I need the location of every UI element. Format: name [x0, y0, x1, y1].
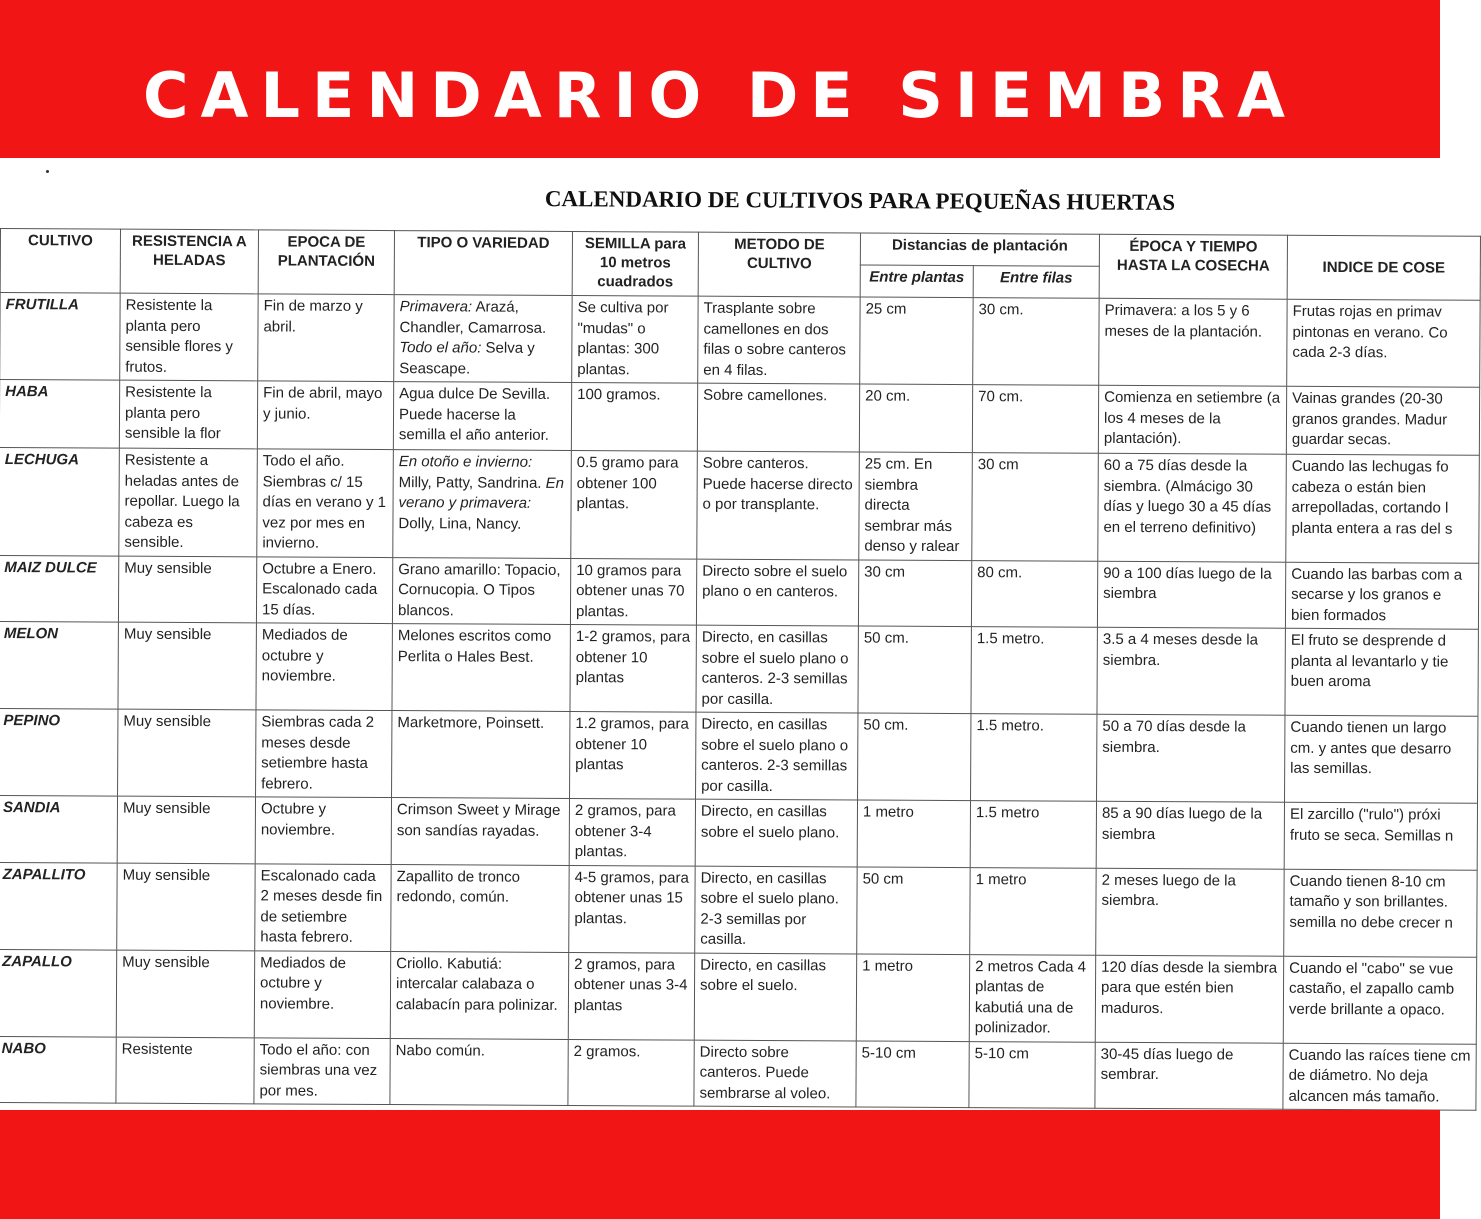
- cell-resistencia: Resistente la planta pero sensible la flor: [119, 380, 257, 449]
- header-cosecha: ÉPOCA Y TIEMPO HASTA LA COSECHA: [1099, 234, 1287, 299]
- cell-cultivo: PEPINO: [0, 708, 118, 796]
- variety-text: Melones escritos como Perlita o Hales Best.: [397, 627, 552, 666]
- cell-tipo: [391, 798, 569, 865]
- cell-cosecha: 90 a 100 días luego de la siembra: [1097, 561, 1285, 628]
- cell-entre-filas: 2 metros Cada 4 plantas de kabutiá una de polinizador.: [969, 954, 1095, 1042]
- cell-indice: El zarcillo ("rulo") próxi fruto se seca. Semillas n: [1284, 802, 1477, 870]
- cell-metodo: Directo, en casillas sobre el suelo plano o canteros. 2-3 semillas por casilla.: [696, 712, 858, 800]
- variety-text: Dolly, Lina, Nancy.: [398, 514, 522, 533]
- cell-entre-filas: 1.5 metro.: [971, 627, 1097, 715]
- cell-epoca: Mediados de octubre y noviembre.: [256, 623, 392, 711]
- cell-epoca: Todo el año. Siembras c/ 15 días en verano y 1 vez por mes en invierno.: [257, 449, 394, 557]
- variety-text: Agua dulce De Sevilla. Puede hacerse la semilla el año anterior.: [398, 385, 551, 444]
- cell-epoca: Escalonado cada 2 meses desde fin de setiembre hasta febrero.: [255, 863, 391, 951]
- cell-resistencia: Muy sensible: [118, 556, 256, 623]
- cell-metodo: Directo, en casillas sobre el suelo plano.: [695, 799, 857, 866]
- table-row: [0, 795, 1478, 869]
- cell-entre-plantas: 50 cm.: [858, 626, 971, 714]
- variety-text: Todo el año:: [399, 339, 482, 357]
- cell-resistencia: Resistente: [116, 1037, 254, 1104]
- cell-entre-plantas: 5-10 cm: [856, 1040, 969, 1107]
- document-title: CALENDARIO DE CULTIVOS PARA PEQUEÑAS HUERTAS: [544, 186, 1176, 215]
- cell-semilla: 1-2 gramos, para obtener 10 plantas: [570, 624, 696, 712]
- cell-epoca: Siembras cada 2 meses desde setiembre hasta febrero.: [256, 710, 392, 798]
- cell-tipo: [391, 864, 569, 952]
- cell-cultivo: FRUTILLA: [0, 293, 120, 381]
- table-row: [0, 555, 1479, 629]
- cell-resistencia: Muy sensible: [117, 863, 255, 951]
- table-row: [0, 447, 1479, 562]
- table-row: [0, 380, 1480, 456]
- cell-semilla: 10 gramos para obtener unas 70 plantas.: [570, 558, 696, 625]
- cell-entre-filas: 70 cm.: [972, 385, 1098, 454]
- cell-cosecha: Primavera: a los 5 y 6 meses de la plantación.: [1099, 298, 1287, 386]
- cell-cultivo: MAIZ DULCE: [0, 555, 119, 622]
- variety-text: Zapallito de tronco redondo, común.: [396, 867, 521, 906]
- cell-entre-filas: 1.5 metro.: [971, 714, 1097, 802]
- cell-entre-filas: 80 cm.: [971, 560, 1097, 627]
- cell-entre-filas: 1.5 metro: [970, 801, 1096, 868]
- table-row: [0, 708, 1478, 803]
- variety-text: Selva y Seascape.: [399, 339, 535, 377]
- cell-indice: Cuando las lechugas fo cabeza o están bien arrepolladas, cortando l planta entera a ras del s: [1286, 454, 1480, 563]
- variety-text: Milly, Patty, Sandrina.: [398, 473, 546, 492]
- cell-entre-filas: 5-10 cm: [969, 1041, 1095, 1108]
- cell-semilla: 2 gramos, para obtener unas 3-4 plantas: [568, 952, 694, 1040]
- header-indice: INDICE DE COSE: [1287, 235, 1480, 300]
- cell-epoca: Fin de abril, mayo y junio.: [257, 381, 393, 450]
- cell-cosecha: 50 a 70 días desde la siembra.: [1097, 714, 1285, 802]
- cell-semilla: 1.2 gramos, para obtener 10 plantas: [570, 711, 696, 799]
- variety-text: Grano amarillo: Topacio, Cornucopia. O Tipos blancos.: [397, 560, 561, 619]
- cell-entre-filas: 30 cm: [972, 453, 1099, 561]
- cell-indice: Vainas grandes (20-30 granos grandes. Madur guardar secas.: [1286, 386, 1479, 455]
- cell-entre-filas: 1 metro: [970, 867, 1096, 955]
- cell-resistencia: Muy sensible: [118, 709, 256, 797]
- crop-calendar-table: [0, 228, 1481, 1111]
- cell-metodo: Directo, en casillas sobre el suelo plano. 2-3 semillas por casilla.: [695, 866, 857, 954]
- cell-tipo: [390, 951, 568, 1039]
- cell-cosecha: 30-45 días luego de sembrar.: [1095, 1042, 1283, 1109]
- cell-cosecha: 2 meses luego de la siembra.: [1096, 868, 1284, 956]
- cell-cosecha: 120 días desde la siembra para que estén bien maduros.: [1095, 955, 1283, 1043]
- variety-text: Crimson Sweet y Mirage son sandías rayadas.: [396, 801, 561, 840]
- variety-text: Nabo común.: [395, 1041, 485, 1060]
- header-resistencia: RESISTENCIA A HELADAS: [120, 229, 258, 294]
- cell-indice: Frutas rojas en primav pintonas en verano. Co cada 2-3 días.: [1287, 299, 1480, 387]
- cell-cultivo: LECHUGA: [0, 447, 119, 555]
- cell-epoca: Todo el año: con siembras una vez por mes.: [254, 1037, 390, 1104]
- bottom-banner: [0, 1110, 1440, 1219]
- header-cultivo: CULTIVO: [0, 229, 120, 294]
- table-row: [0, 621, 1478, 716]
- cell-metodo: Directo sobre canteros. Puede sembrarse al voleo.: [694, 1040, 856, 1107]
- cell-tipo: [392, 711, 570, 799]
- cell-cosecha: 85 a 90 días luego de la siembra: [1096, 801, 1284, 868]
- cell-semilla: Se cultiva por "mudas" o plantas: 300 plantas.: [572, 295, 698, 383]
- crop-table-wrapper: [0, 228, 1471, 1106]
- cell-semilla: 0.5 gramo para obtener 100 plantas.: [571, 450, 698, 558]
- cell-entre-plantas: 1 metro: [856, 953, 969, 1041]
- cell-metodo: Sobre canteros. Puede hacerse directo o por transplante.: [697, 451, 860, 559]
- cell-tipo: [392, 557, 570, 624]
- cell-cultivo: SANDIA: [0, 795, 118, 862]
- top-banner: [0, 0, 1440, 158]
- cell-tipo: [392, 624, 570, 712]
- table-row: [0, 1036, 1476, 1110]
- variety-text: Criollo. Kabutiá: intercalar calabaza o calabacín para polinizar.: [395, 954, 558, 1014]
- cell-cosecha: 3.5 a 4 meses desde la siembra.: [1097, 627, 1285, 715]
- cell-resistencia: Muy sensible: [118, 622, 256, 710]
- header-distancias: Distancias de plantación: [860, 233, 1099, 266]
- cell-semilla: 100 gramos.: [571, 382, 697, 451]
- cell-cosecha: Comienza en setiembre (a los 4 meses de la plantación).: [1098, 385, 1286, 454]
- cell-semilla: 4-5 gramos, para obtener unas 15 plantas.: [569, 865, 695, 953]
- cell-entre-plantas: 25 cm: [860, 297, 973, 385]
- header-semilla: SEMILLA para 10 metros cuadrados: [572, 231, 698, 296]
- header-tipo: TIPO O VARIEDAD: [394, 231, 572, 296]
- cell-epoca: Mediados de octubre y noviembre.: [254, 950, 390, 1038]
- cell-indice: Cuando las raíces tiene cm de diámetro. No deja alcancen más tamaño.: [1283, 1043, 1476, 1111]
- cell-cultivo: ZAPALLO: [0, 949, 117, 1037]
- cell-epoca: Octubre a Enero. Escalonado cada 15 días.: [256, 556, 392, 623]
- cell-metodo: Sobre camellones.: [697, 383, 859, 452]
- variety-text: Primavera:: [399, 298, 473, 316]
- cell-entre-plantas: 1 metro: [857, 800, 970, 867]
- cell-epoca: Fin de marzo y abril.: [258, 294, 394, 382]
- crop-table-body: [0, 293, 1480, 1111]
- cell-cultivo: HABA: [0, 380, 120, 449]
- cell-metodo: Directo, en casillas sobre el suelo plano o canteros. 2-3 semillas por casilla.: [696, 625, 858, 713]
- cell-entre-plantas: 25 cm. En siembra directa sembrar más denso y ralear: [859, 452, 973, 560]
- cell-tipo: [390, 1038, 568, 1105]
- variety-text: Arazá, Chandler, Camarrosa.: [399, 298, 547, 337]
- banner-title: CALENDARIO DE SIEMBRA: [143, 59, 1297, 132]
- cell-indice: Cuando tienen un largo cm. y antes que desarro las semillas.: [1285, 715, 1478, 803]
- cell-indice: Cuando tienen 8-10 cm tamaño y son brillantes. semilla no debe crecer n: [1284, 869, 1477, 957]
- header-epoca: EPOCA DE PLANTACIÓN: [258, 230, 394, 295]
- cell-metodo: Trasplante sobre camellones en dos filas o sobre canteros en 4 filas.: [698, 296, 860, 384]
- cell-entre-plantas: 20 cm.: [859, 384, 972, 453]
- header-metodo: METODO DE CULTIVO: [698, 232, 860, 297]
- header-entre-plantas: Entre plantas: [860, 265, 973, 298]
- cell-tipo: [393, 382, 571, 451]
- cell-semilla: 2 gramos.: [568, 1039, 694, 1106]
- cell-metodo: Directo, en casillas sobre el suelo.: [694, 953, 856, 1041]
- cell-indice: El fruto se desprende d planta al levantarlo y tie buen aroma: [1285, 628, 1478, 716]
- variety-text: Marketmore, Poinsett.: [397, 714, 545, 732]
- header-entre-filas: Entre filas: [973, 266, 1099, 299]
- cell-cultivo: MELON: [0, 621, 118, 709]
- cell-entre-plantas: 50 cm.: [858, 713, 971, 801]
- stray-dot: [46, 170, 49, 173]
- cell-entre-filas: 30 cm.: [973, 298, 1099, 386]
- cell-semilla: 2 gramos, para obtener 3-4 plantas.: [569, 798, 695, 865]
- table-row: [0, 862, 1477, 957]
- cell-epoca: Octubre y noviembre.: [255, 797, 391, 864]
- cell-tipo: [393, 450, 572, 558]
- cell-resistencia: Resistente la planta pero sensible flores y frutos.: [120, 293, 258, 381]
- variety-text: En verano y primavera:: [398, 474, 565, 512]
- cell-entre-plantas: 50 cm: [857, 866, 970, 954]
- cell-entre-plantas: 30 cm: [858, 560, 971, 627]
- cell-tipo: [394, 295, 572, 383]
- table-row: [0, 949, 1477, 1044]
- table-row: [0, 293, 1480, 388]
- cell-cultivo: ZAPALLITO: [0, 862, 117, 950]
- cell-metodo: Directo sobre el suelo plano o en canteros.: [696, 559, 858, 626]
- cell-resistencia: Muy sensible: [116, 950, 254, 1038]
- cell-cultivo: NABO: [0, 1036, 116, 1103]
- cell-resistencia: Muy sensible: [117, 796, 255, 863]
- cell-indice: Cuando el "cabo" se vue castaño, el zapallo camb verde brillante a opaco.: [1283, 956, 1476, 1044]
- cell-cosecha: 60 a 75 días desde la siembra. (Almácigo 30 días y luego 30 a 45 días en el terreno definitivo): [1098, 453, 1287, 561]
- cell-indice: Cuando las barbas com a secarse y los granos e bien formados: [1285, 562, 1478, 630]
- variety-text: En otoño e invierno:: [398, 453, 533, 471]
- cell-resistencia: Resistente a heladas antes de repollar. Luego la cabeza es sensible.: [119, 448, 258, 556]
